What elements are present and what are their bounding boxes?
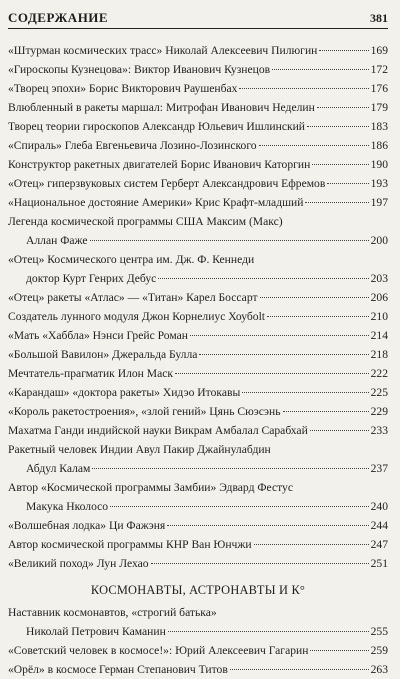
toc-entry-page: 255 bbox=[370, 625, 388, 638]
toc-entry-page: 214 bbox=[370, 329, 388, 342]
toc-entry bbox=[8, 345, 388, 364]
toc-entry bbox=[8, 660, 388, 679]
toc-entry-text: Автор космической программы КНР Ван Юнчжи bbox=[8, 538, 252, 551]
toc-entry bbox=[8, 193, 388, 212]
toc-entry-page: 169 bbox=[370, 44, 388, 57]
toc-entry-text-line1: Наставник космонавтов, «строгий батька» bbox=[8, 606, 217, 619]
toc-entry bbox=[8, 326, 388, 345]
toc-entry-text-line1: Автор «Космической программы Замбии» Эдвард Фестус bbox=[8, 481, 293, 494]
toc-entry-text-line1: Легенда космической программы США Максим (Макс) bbox=[8, 215, 283, 228]
toc-entry bbox=[8, 554, 388, 573]
toc-entry-text: «Большой Вавилон» Джеральда Булла bbox=[8, 348, 198, 361]
toc-entry-text: «Отец» ракеты «Атлас» — «Титан» Карел Боссарт bbox=[8, 291, 258, 304]
toc-entry bbox=[8, 79, 388, 98]
toc-entry-text: «Карандаш» «доктора ракеты» Хидэо Итокавы bbox=[8, 386, 241, 399]
toc-entry-text: «Волшебная лодка» Ци Фажэня bbox=[8, 519, 166, 532]
dot-leader bbox=[175, 373, 369, 374]
dot-leader bbox=[199, 354, 368, 355]
toc-entry bbox=[8, 250, 388, 288]
running-header bbox=[8, 8, 388, 29]
toc-entry bbox=[8, 603, 388, 641]
toc-entry bbox=[8, 402, 388, 421]
toc-entry bbox=[8, 212, 388, 250]
dot-leader bbox=[92, 468, 368, 469]
toc-entry-page: 186 bbox=[370, 139, 388, 152]
toc-entry-page: 263 bbox=[370, 663, 388, 676]
dot-leader bbox=[242, 392, 368, 393]
toc-entry-page: 240 bbox=[370, 500, 388, 513]
toc-entry bbox=[8, 136, 388, 155]
toc-entry bbox=[8, 421, 388, 440]
dot-leader bbox=[230, 669, 369, 670]
toc-entry-text: «Национальное достояние Америки» Крис Крафт-младший bbox=[8, 196, 304, 209]
toc-entry-text: Конструктор ракетных двигателей Борис Иванович Каторгин bbox=[8, 158, 311, 171]
toc-entry-page: 225 bbox=[370, 386, 388, 399]
toc-entry-text: Создатель лунного модуля Джон Корнелиус Хоубolt bbox=[8, 310, 266, 323]
toc-entry bbox=[8, 155, 388, 174]
dot-leader bbox=[110, 506, 369, 507]
dot-leader bbox=[259, 145, 369, 146]
dot-leader bbox=[190, 335, 369, 336]
toc-entry-text: «Орёл» в космосе Герман Степанович Титов bbox=[8, 663, 228, 676]
dot-leader bbox=[305, 202, 368, 203]
toc-entry-text: «Советский человек в космосе!»: Юрий Алексеевич Гагарин bbox=[8, 644, 309, 657]
toc-entry-page: 179 bbox=[370, 101, 388, 114]
toc-entry-text-line1: «Отец» Космического центра им. Дж. Ф. Кеннеди bbox=[8, 253, 255, 266]
toc-entry-text: Влюбленный в ракеты маршал: Митрофан Иванович Неделин bbox=[8, 101, 315, 114]
toc-entry-text: «Король ракетостроения», «злой гений» Цянь Сюэсэнь bbox=[8, 405, 281, 418]
toc-entry-text-line2: Макука Нколосо bbox=[26, 500, 109, 513]
toc-entry-text: «Спираль» Глеба Евгеньевича Лозино-Лозинского bbox=[8, 139, 257, 152]
toc-entry-page: 229 bbox=[370, 405, 388, 418]
toc-entry-text-line2: доктор Курт Генрих Дебус bbox=[26, 272, 157, 285]
toc-entry-text: Махатма Ганди индийской науки Викрам Амбалал Сарабхай bbox=[8, 424, 308, 437]
toc-entry-page: 172 bbox=[370, 63, 388, 76]
toc-entry bbox=[8, 288, 388, 307]
dot-leader bbox=[319, 50, 368, 51]
toc-entry-text: «Мать «Хаббла» Нэнси Грейс Роман bbox=[8, 329, 188, 342]
toc-entry-page: 200 bbox=[370, 234, 388, 247]
toc-entry bbox=[8, 535, 388, 554]
toc-entry-text: «Гироскопы Кузнецова»: Виктор Иванович Кузнецов bbox=[8, 63, 271, 76]
toc-entry-page: 210 bbox=[370, 310, 388, 323]
toc-entry-page: 193 bbox=[370, 177, 388, 190]
dot-leader bbox=[151, 563, 369, 564]
toc-entry-text: Творец теории гироскопов Александр Юльевич Ишлинский bbox=[8, 120, 306, 133]
dot-leader bbox=[272, 69, 368, 70]
toc-entry-page: 206 bbox=[370, 291, 388, 304]
toc-entry-page: 183 bbox=[370, 120, 388, 133]
toc-entry-page: 190 bbox=[370, 158, 388, 171]
toc-entry bbox=[8, 383, 388, 402]
toc-entry-text: «Великий поход» Лун Лехао bbox=[8, 557, 149, 570]
dot-leader bbox=[158, 278, 368, 279]
toc-entry-text-line1: Ракетный человек Индии Авул Пакир Джайнулабдин bbox=[8, 443, 271, 456]
dot-leader bbox=[310, 650, 368, 651]
toc-entry-page: 259 bbox=[370, 644, 388, 657]
dot-leader bbox=[168, 631, 369, 632]
header-page-number: 381 bbox=[370, 11, 388, 25]
toc-entry bbox=[8, 364, 388, 383]
dot-leader bbox=[260, 297, 369, 298]
toc-entry bbox=[8, 440, 388, 478]
dot-leader bbox=[317, 107, 369, 108]
dot-leader bbox=[310, 430, 369, 431]
toc-entry-page: 233 bbox=[370, 424, 388, 437]
toc-entry bbox=[8, 641, 388, 660]
toc-entry-page: 244 bbox=[370, 519, 388, 532]
toc-entry-page: 203 bbox=[370, 272, 388, 285]
toc-entry-text: «Штурман космических трасс» Николай Алексеевич Пилюгин bbox=[8, 44, 318, 57]
toc-entry-page: 218 bbox=[370, 348, 388, 361]
dot-leader bbox=[283, 411, 369, 412]
toc-entry bbox=[8, 516, 388, 535]
toc-entry bbox=[8, 117, 388, 136]
toc-entry bbox=[8, 478, 388, 516]
table-of-contents bbox=[8, 41, 388, 679]
toc-entry-text-line2: Абдул Калам bbox=[26, 462, 91, 475]
dot-leader bbox=[167, 525, 368, 526]
toc-entry-text: «Отец» гиперзвуковых систем Герберт Александрович Ефремов bbox=[8, 177, 326, 190]
toc-entry-text-line2: Николай Петрович Каманин bbox=[26, 625, 166, 638]
toc-entry bbox=[8, 98, 388, 117]
toc-entry-text: «Творец эпохи» Борис Викторович Раушенбах bbox=[8, 82, 238, 95]
toc-entry-page: 247 bbox=[370, 538, 388, 551]
toc-entry-page: 237 bbox=[370, 462, 388, 475]
toc-entry bbox=[8, 41, 388, 60]
toc-entry-page: 197 bbox=[370, 196, 388, 209]
toc-entry bbox=[8, 174, 388, 193]
dot-leader bbox=[254, 544, 369, 545]
toc-entry-page: 176 bbox=[370, 82, 388, 95]
toc-entry bbox=[8, 307, 388, 326]
toc-entry-page: 222 bbox=[370, 367, 388, 380]
toc-entry-text-line2: Аллан Фаже bbox=[26, 234, 88, 247]
toc-entry-page: 251 bbox=[370, 557, 388, 570]
dot-leader bbox=[307, 126, 369, 127]
toc-entry-text: Мечтатель-прагматик Илон Маск bbox=[8, 367, 173, 380]
section-heading: КОСМОНАВТЫ, АСТРОНАВТЫ И К° bbox=[90, 583, 306, 597]
dot-leader bbox=[239, 88, 368, 89]
dot-leader bbox=[90, 240, 369, 241]
header-title: СОДЕРЖАНИЕ bbox=[8, 10, 109, 25]
dot-leader bbox=[327, 183, 368, 184]
dot-leader bbox=[267, 316, 369, 317]
toc-entry bbox=[8, 60, 388, 79]
dot-leader bbox=[312, 164, 368, 165]
